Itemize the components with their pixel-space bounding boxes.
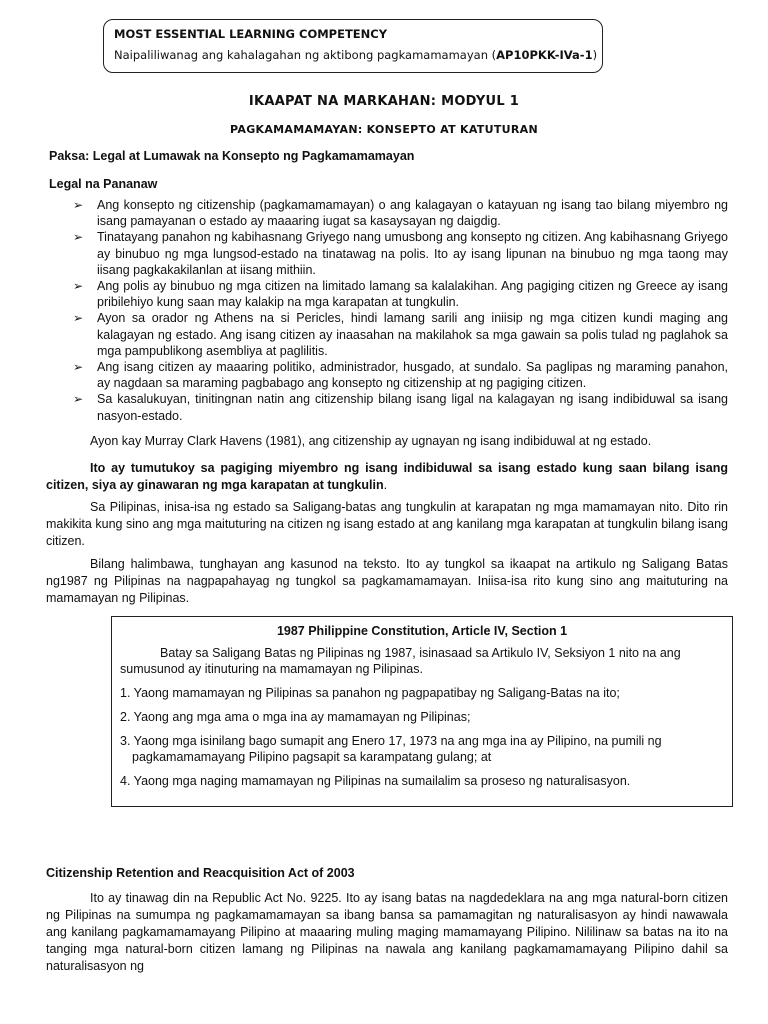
definition-period: .: [383, 478, 388, 492]
definition-paragraph: [46, 460, 728, 494]
list-item: [73, 391, 728, 423]
bullet-text: Sa kasalukuyan, tinitingnan natin ang citizenship bilang isang ligal na kalagayan ng isang indibiduwal sa isang nasyon-estado.: [97, 392, 728, 423]
constitution-item-continuation: pagkamamamayang Pilipino pagsapit sa karampatang gulang; at: [132, 750, 492, 764]
constitution-item: 2. Yaong ang mga ama o mga ina ay mamamayan ng Pilipinas;: [120, 710, 471, 724]
list-item: [73, 359, 728, 391]
constitution-item-line: 3. Yaong mga isinilang bago sumapit ang Enero 17, 1973 na ang mga ina ay Pilipino, na pumili ng: [120, 734, 662, 748]
competency-description: Naipaliliwanag ang kahalagahan ng aktibong pagkamamamayan (: [114, 48, 497, 62]
legal-heading: Legal na Pananaw: [49, 177, 158, 191]
list-item: [73, 229, 728, 278]
list-item: [73, 197, 728, 229]
constitution-item: 1. Yaong mamamayan ng Pilipinas sa panahon ng pagpapatibay ng Saligang-Batas na ito;: [120, 686, 620, 700]
bullet-text: Tinatayang panahon ng kabihasnang Griyego nang umusbong ang konsepto ng citizen. Ang kabihasnang Griyego ay binubuo ng mga lungsod-estado na tinatawag na polis. Ito ay isang lipunan na binubuo ng mga taong may iisang pagkakakilanlan at iisang mithiin.: [97, 230, 728, 277]
constitution-box: [111, 616, 733, 807]
bullet-text: Ayon sa orador ng Athens na si Pericles, hindi lamang sarili ang iniisip ng mga citizen kundi maging ang kalagayan ng estado. Ang isang citizen ay inaasahan na makilahok sa mga gawain sa polis tulad ng paglahok sa mga pampublikong asembliya at paglilitis.: [97, 311, 728, 358]
havens-paragraph: Ayon kay Murray Clark Havens (1981), ang citizenship ay ugnayan ng isang indibiduwal at ng estado.: [90, 434, 652, 448]
module-subtitle: PAGKAMAMAMAYAN: KONSEPTO AT KATUTURAN: [230, 123, 538, 136]
list-item: [73, 310, 728, 359]
retention-paragraph: Ito ay tinawag din na Republic Act No. 9225. Ito ay isang batas na nagdedeklara na ang mga natural-born citizen ng Pilipinas na sumumpa ng pagkamamamayan sa ibang bansa sa pamamagitan ng naturalisasyon ay hindi nawawala ang kanilang pagkamamamayang Pilipino at maaaring muling maging mamamayang Pilipino. Nililinaw sa batas na ito na tanging mga natural-born citizen lamang ng Pilipinas na nawala ang kanilang pagkamamamayang Pilipino dahil sa naturalisasyon ng: [46, 891, 728, 973]
topic-heading: Paksa: Legal at Lumawak na Konsepto ng Pagkamamamayan: [49, 149, 415, 163]
arrowhead-bullet-icon: ➢: [73, 311, 84, 326]
arrowhead-bullet-icon: ➢: [73, 198, 84, 212]
bullet-text: Ang polis ay binubuo ng mga citizen na limitado lamang sa kalalakihan. Ang pagiging citizen ng Greece ay isang pribilehiyo kung saan may kalakip na mga karapatan at tungkulin.: [97, 279, 728, 310]
pilipinas-paragraph: Sa Pilipinas, inisa-isa ng estado sa Saligang-batas ang tungkulin at karapatan ng mga mamamayan nito. Dito rin makikita kung sino ang mga maituturing na citizen ng isang estado at ang kanilang mga karapatan at tungkulin bilang isang citizen.: [46, 500, 728, 548]
list-item: [73, 278, 728, 310]
constitution-item: [120, 733, 724, 765]
competency-box: [103, 19, 603, 73]
arrowhead-bullet-icon: ➢: [73, 230, 84, 245]
arrowhead-bullet-icon: ➢: [73, 279, 84, 294]
bullet-text: Ang isang citizen ay maaaring politiko, administrador, husgado, at sundalo. Sa paglipas ng maraming panahon, ay nagdaan sa maraming pagbabago ang konsepto ng citizenship at ng pagiging citizen.: [97, 360, 728, 391]
constitution-title: 1987 Philippine Constitution, Article IV, Section 1: [276, 624, 568, 638]
constitution-intro: Batay sa Saligang Batas ng Pilipinas ng 1987, isinasaad sa Artikulo IV, Seksiyon 1 nito na ang sumusunod ay itinuturing na mamamayan ng Pilipinas.: [120, 646, 681, 676]
constitution-item: 4. Yaong mga naging mamamayan ng Pilipinas na sumailalim sa proseso ng naturalisasyon.: [120, 774, 631, 788]
competency-close-paren: ): [592, 48, 598, 62]
competency-code: AP10PKK-IVa-1: [496, 48, 593, 62]
competency-text: [114, 47, 598, 63]
arrowhead-bullet-icon: ➢: [73, 360, 84, 375]
competency-title: MOST ESSENTIAL LEARNING COMPETENCY: [114, 27, 388, 41]
arrowhead-bullet-icon: ➢: [73, 392, 84, 407]
module-title: IKAAPAT NA MARKAHAN: MODYUL 1: [248, 94, 520, 109]
legal-bullet-list: [73, 197, 728, 424]
halimbawa-paragraph: Bilang halimbawa, tunghayan ang kasunod na teksto. Ito ay tungkol sa ikaapat na artikulo ng Saligang Batas ng1987 ng Pilipinas na nagpapahayag ng tungkol sa pagkamamamayan. Iniisa-isa rito kung sino ang maituturing na mamamayan ng Pilipinas.: [46, 557, 728, 605]
definition-text: Ito ay tumutukoy sa pagiging miyembro ng isang indibiduwal sa isang estado kung saan bilang isang citizen, siya ay ginawaran ng mga karapatan at tungkulin: [46, 461, 728, 492]
retention-heading: Citizenship Retention and Reacquisition Act of 2003: [46, 866, 355, 880]
bullet-text: Ang konsepto ng citizenship (pagkamamamayan) o ang kalagayan o katayuan ng isang tao bilang miyembro ng isang pamayanan o estado ay maaaring iugat sa kasaysayan ng daigdig.: [97, 198, 728, 229]
